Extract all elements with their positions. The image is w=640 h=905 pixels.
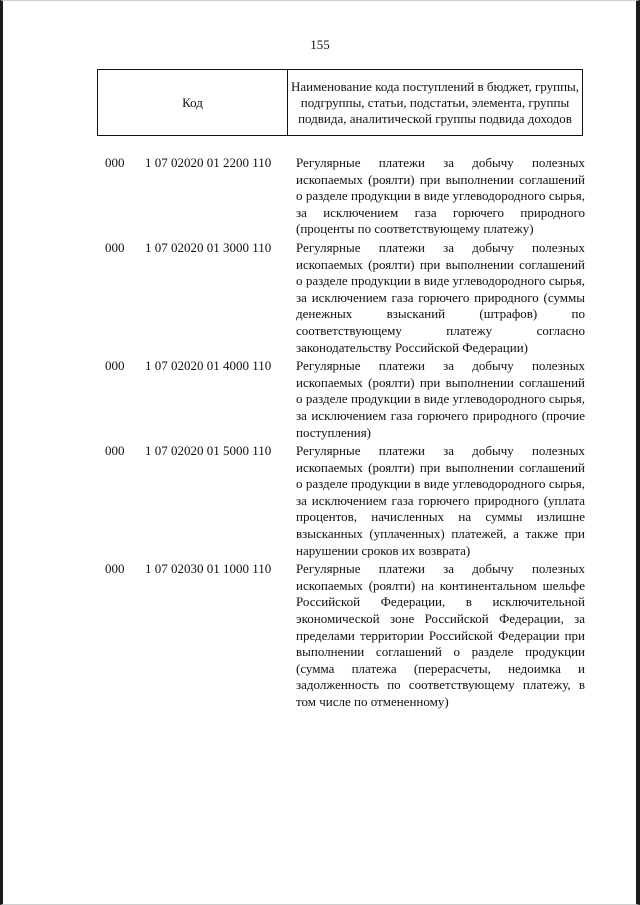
- code-column-header: Код: [98, 70, 288, 136]
- table-row: [0, 155, 640, 238]
- table-row: [0, 561, 640, 710]
- revenue-description: Регулярные платежи за добычу полезных ископаемых (роялти) при выполнении соглашений о разделе продукции в виде углеводородного сырья, за исключением газа горючего природного (уплата процентов, начисленных на суммы излишне взысканных (уплаченных) платежей, а также при нарушении сроков их возврата): [296, 443, 585, 558]
- table-row: [0, 358, 640, 441]
- admin-code: 000: [105, 443, 125, 459]
- admin-code: 000: [105, 155, 125, 170]
- revenue-description: Регулярные платежи за добычу полезных ископаемых (роялти) на континентальном шельфе Российской Федерации, в исключительной экономической зоне Российской Федерации, за пределами территории Российской Федерации при выполнении соглашений о разделе продукции (сумма платежа (перерасчеты, недоимка и задолженность по соответствующему платежу, в том числе по отмененному): [296, 561, 585, 709]
- admin-code: 000: [105, 358, 125, 374]
- revenue-code: 1 07 02030 01 1000 110: [145, 561, 272, 577]
- revenue-code: 1 07 02020 01 3000 110: [145, 239, 272, 255]
- name-column-header: Наименование кода поступлений в бюджет, группы, подгруппы, статьи, подстатьи, элемента, группы подвида, аналитической группы подвида доходов: [288, 70, 583, 136]
- revenue-description: Регулярные платежи за добычу полезных ископаемых (роялти) при выполнении соглашений о разделе продукции в виде углеводородного сырья, за исключением газа горючего природного (прочие поступления): [296, 358, 585, 440]
- header-table: [97, 69, 583, 136]
- revenue-code: 1 07 02020 01 4000 110: [145, 358, 272, 374]
- table-row: [0, 443, 640, 559]
- page-number: 155: [310, 37, 330, 52]
- admin-code: 000: [105, 239, 125, 255]
- revenue-code: 1 07 02020 01 5000 110: [145, 443, 272, 459]
- revenue-description: Регулярные платежи за добычу полезных ископаемых (роялти) при выполнении соглашений о разделе продукции в виде углеводородного сырья, за исключением газа горючего природного (проценты по соответствующему платежу): [296, 155, 585, 237]
- code-list: [0, 155, 640, 713]
- revenue-code: 1 07 02020 01 2200 110: [145, 155, 272, 170]
- revenue-description: Регулярные платежи за добычу полезных ископаемых (роялти) при выполнении соглашений о разделе продукции в виде углеводородного сырья, за исключением газа горючего природного (суммы денежных взысканий (штрафов) по соответствующему платежу согласно законодательству Российской Федерации): [296, 239, 585, 355]
- admin-code: 000: [105, 561, 125, 577]
- table-row: [0, 240, 640, 356]
